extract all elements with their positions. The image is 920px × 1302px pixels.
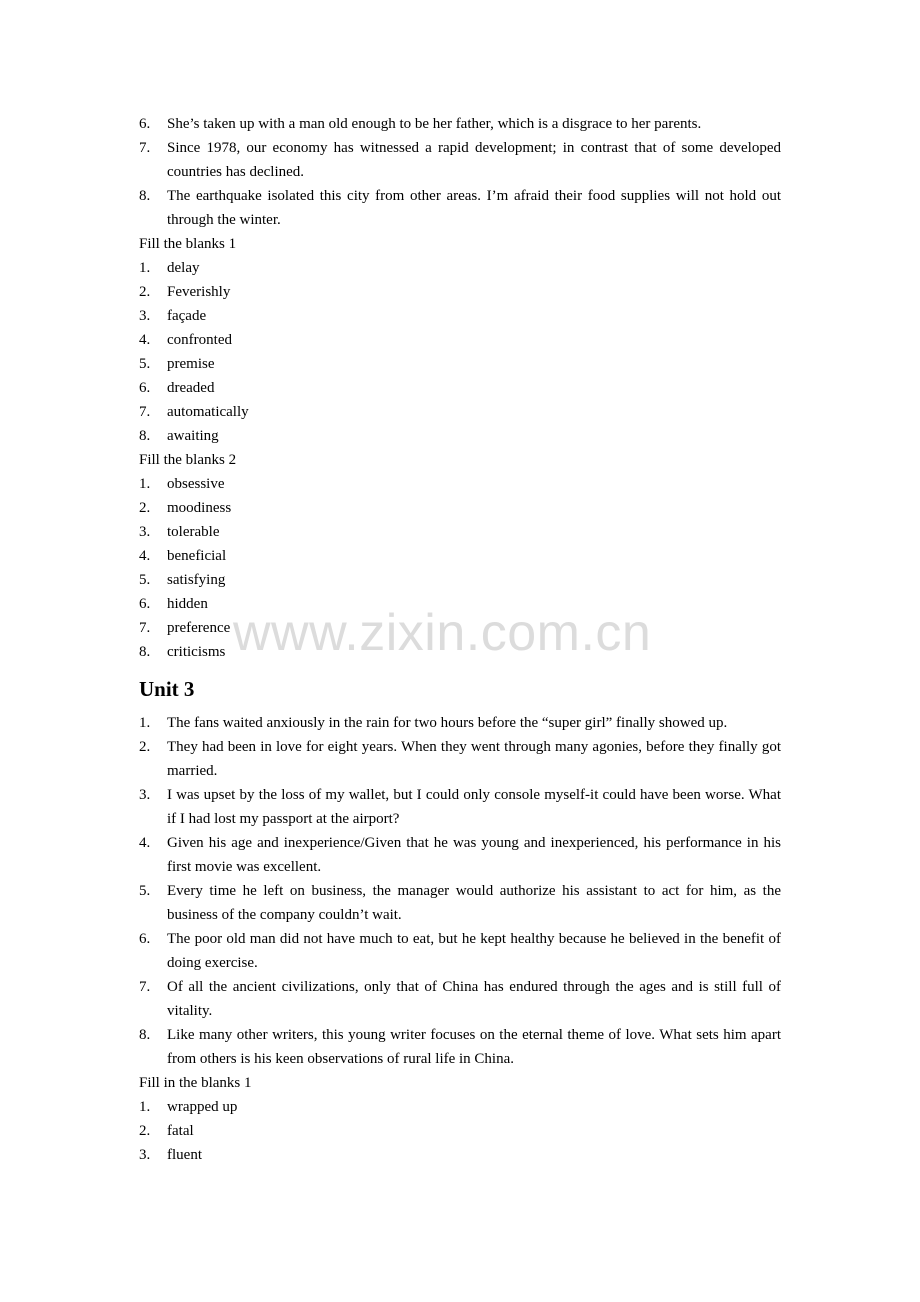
item-text: satisfying <box>167 572 226 588</box>
item-number: 3. <box>139 1147 151 1163</box>
unit-3-translation-list <box>139 711 781 1071</box>
item-text: I was upset by the loss of my wallet, but I could only console myself-it could have been worse. What if I had lost my passport at the airport? <box>167 787 781 827</box>
item-text: The earthquake isolated this city from other areas. I’m afraid their food supplies will not hold out through the winter. <box>167 188 781 228</box>
item-number: 2. <box>139 739 151 755</box>
fill-blanks-1-list <box>139 256 781 448</box>
item-number: 5. <box>139 572 151 588</box>
list-item <box>139 783 781 831</box>
item-number: 1. <box>139 476 151 492</box>
item-number: 5. <box>139 883 151 899</box>
item-text: premise <box>167 356 215 372</box>
list-item <box>139 927 781 975</box>
item-number: 8. <box>139 188 151 204</box>
item-text: moodiness <box>167 500 232 516</box>
list-item <box>139 1023 781 1071</box>
item-number: 2. <box>139 284 151 300</box>
list-item <box>139 328 781 352</box>
list-item <box>139 831 781 879</box>
item-text: The poor old man did not have much to eat, but he kept healthy because he believed in the benefit of doing exercise. <box>167 931 781 971</box>
item-text: tolerable <box>167 524 220 540</box>
item-number: 2. <box>139 1123 151 1139</box>
list-item <box>139 352 781 376</box>
item-number: 1. <box>139 260 151 276</box>
item-number: 5. <box>139 356 151 372</box>
list-item <box>139 711 781 735</box>
item-text: Feverishly <box>167 284 231 300</box>
list-item <box>139 616 781 640</box>
fill-in-blanks-1-heading: Fill in the blanks 1 <box>139 1075 252 1091</box>
item-text: fatal <box>167 1123 194 1139</box>
item-number: 3. <box>139 524 151 540</box>
list-item <box>139 640 781 664</box>
item-text: Every time he left on business, the manager would authorize his assistant to act for him, as the business of the company couldn’t wait. <box>167 883 781 923</box>
item-text: Given his age and inexperience/Given that he was young and inexperienced, his performance in his first movie was excellent. <box>167 835 781 875</box>
list-item <box>139 568 781 592</box>
item-text: beneficial <box>167 548 227 564</box>
list-item <box>139 472 781 496</box>
item-text: fluent <box>167 1147 202 1163</box>
list-item <box>139 304 781 328</box>
item-number: 8. <box>139 644 151 660</box>
list-item <box>139 520 781 544</box>
list-item <box>139 544 781 568</box>
fill-blanks-1-heading: Fill the blanks 1 <box>139 236 237 252</box>
watermark: www.zixin.com.cn <box>233 604 652 662</box>
item-text: They had been in love for eight years. When they went through many agonies, before they finally got married. <box>167 739 781 779</box>
list-item <box>139 256 781 280</box>
list-item <box>139 1143 781 1167</box>
item-number: 4. <box>139 835 151 851</box>
item-text: delay <box>167 260 200 276</box>
item-number: 7. <box>139 140 151 156</box>
item-text: She’s taken up with a man old enough to be her father, which is a disgrace to her parents. <box>167 116 702 132</box>
item-number: 1. <box>139 1099 151 1115</box>
item-text: wrapped up <box>167 1099 238 1115</box>
item-number: 3. <box>139 308 151 324</box>
unit-3-title: Unit 3 <box>139 677 195 701</box>
item-text: Like many other writers, this young writer focuses on the eternal theme of love. What sets him apart from others is his keen observations of rural life in China. <box>167 1027 781 1067</box>
item-text: dreaded <box>167 380 215 396</box>
item-number: 8. <box>139 1027 151 1043</box>
list-item <box>139 184 781 232</box>
item-text: hidden <box>167 596 208 612</box>
item-text: Since 1978, our economy has witnessed a rapid development; in contrast that of some developed countries has declined. <box>167 140 781 180</box>
item-text: façade <box>167 308 207 324</box>
list-item <box>139 1119 781 1143</box>
item-number: 6. <box>139 116 151 132</box>
item-number: 8. <box>139 428 151 444</box>
list-item <box>139 376 781 400</box>
list-item <box>139 975 781 1023</box>
item-text: automatically <box>167 404 249 420</box>
list-item <box>139 735 781 783</box>
item-text: Of all the ancient civilizations, only that of China has endured through the ages and is still full of vitality. <box>167 979 781 1019</box>
item-number: 6. <box>139 931 151 947</box>
fill-blanks-2-list <box>139 472 781 664</box>
item-number: 6. <box>139 380 151 396</box>
item-text: criticisms <box>167 644 226 660</box>
translation-list-prev <box>139 112 781 232</box>
list-item <box>139 280 781 304</box>
fill-blanks-2-heading: Fill the blanks 2 <box>139 452 237 468</box>
list-item <box>139 424 781 448</box>
item-number: 7. <box>139 620 151 636</box>
list-item <box>139 592 781 616</box>
item-text: The fans waited anxiously in the rain for two hours before the “super girl” finally showed up. <box>167 715 728 731</box>
list-item <box>139 879 781 927</box>
list-item <box>139 112 781 136</box>
item-number: 4. <box>139 548 151 564</box>
item-number: 4. <box>139 332 151 348</box>
item-number: 6. <box>139 596 151 612</box>
item-text: awaiting <box>167 428 219 444</box>
list-item <box>139 1095 781 1119</box>
item-number: 1. <box>139 715 151 731</box>
item-text: confronted <box>167 332 232 348</box>
list-item <box>139 496 781 520</box>
item-number: 3. <box>139 787 151 803</box>
fill-in-blanks-1-list <box>139 1095 781 1167</box>
item-number: 2. <box>139 500 151 516</box>
item-text: preference <box>167 620 231 636</box>
item-number: 7. <box>139 979 151 995</box>
list-item <box>139 400 781 424</box>
item-number: 7. <box>139 404 151 420</box>
item-text: obsessive <box>167 476 225 492</box>
document-page <box>139 112 781 1167</box>
list-item <box>139 136 781 184</box>
